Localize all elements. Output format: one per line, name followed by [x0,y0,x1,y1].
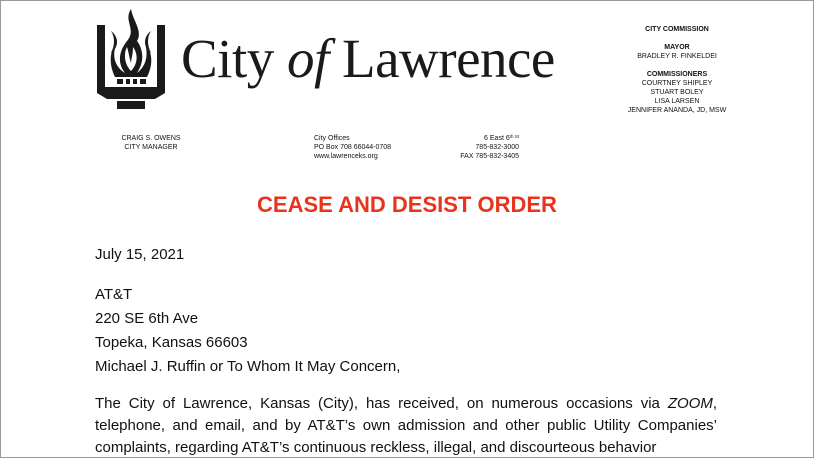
recipient-line: AT&T [95,286,133,303]
commissioner-name: STUART BOLEY [650,89,704,96]
document-title: CEASE AND DESIST ORDER [257,192,557,217]
manager-name: CRAIG S. OWENS [121,135,181,142]
letter-date: July 15, 2021 [95,246,185,263]
body-paragraph [95,393,717,458]
body-text: The City of Lawrence, Kansas (City), has received, on numerous occasions via [95,395,668,412]
wordmark-lawrence: Lawrence [328,28,555,89]
commissioner-name: JENNIFER ANANDA, JD, MSW [627,107,727,114]
commission-heading: CITY COMMISSION [645,26,709,33]
street-prefix: 6 East 6 [484,135,510,142]
street-address-block [427,134,519,161]
commissioner-name: COURTNEY SHIPLEY [641,80,713,87]
body-emphasis: ZOOM [667,395,713,412]
recipient-line: 220 SE 6th Ave [95,310,199,327]
manager-title: CITY MANAGER [124,144,178,151]
mayor-heading: MAYOR [664,44,690,51]
po-box: PO Box 708 66044-0708 [314,144,392,151]
commissioners-heading: COMMISSIONERS [646,71,708,78]
city-flame-seal-icon [97,7,165,111]
street-suffix: th St [509,134,519,139]
wordmark-city: City [181,28,287,89]
city-manager-block [115,134,187,152]
commissioner-name: LISA LARSEN [654,98,700,105]
offices-label: City Offices [314,135,350,142]
street-address [427,134,519,143]
city-commission-block [591,25,763,115]
phone-number: 785-832-3000 [475,144,519,151]
wordmark-of: of [287,28,329,89]
city-offices-block [314,134,391,161]
mayor-name: BRADLEY R. FINKELDEI [637,53,717,60]
website-link[interactable]: www.lawrenceks.org [314,153,378,160]
body-text: , telephone, and email, and by AT&T’s own admission and other public Utility Companies’ complaints, regarding AT&T’s continuous reckless, illegal, and discourteous behavior [95,395,717,456]
fax-number: FAX 785-832-3405 [460,153,519,160]
city-wordmark [181,29,555,89]
recipient-line: Michael J. Ruffin or To Whom It May Concern, [95,358,401,375]
recipient-line: Topeka, Kansas 66603 [95,334,248,351]
